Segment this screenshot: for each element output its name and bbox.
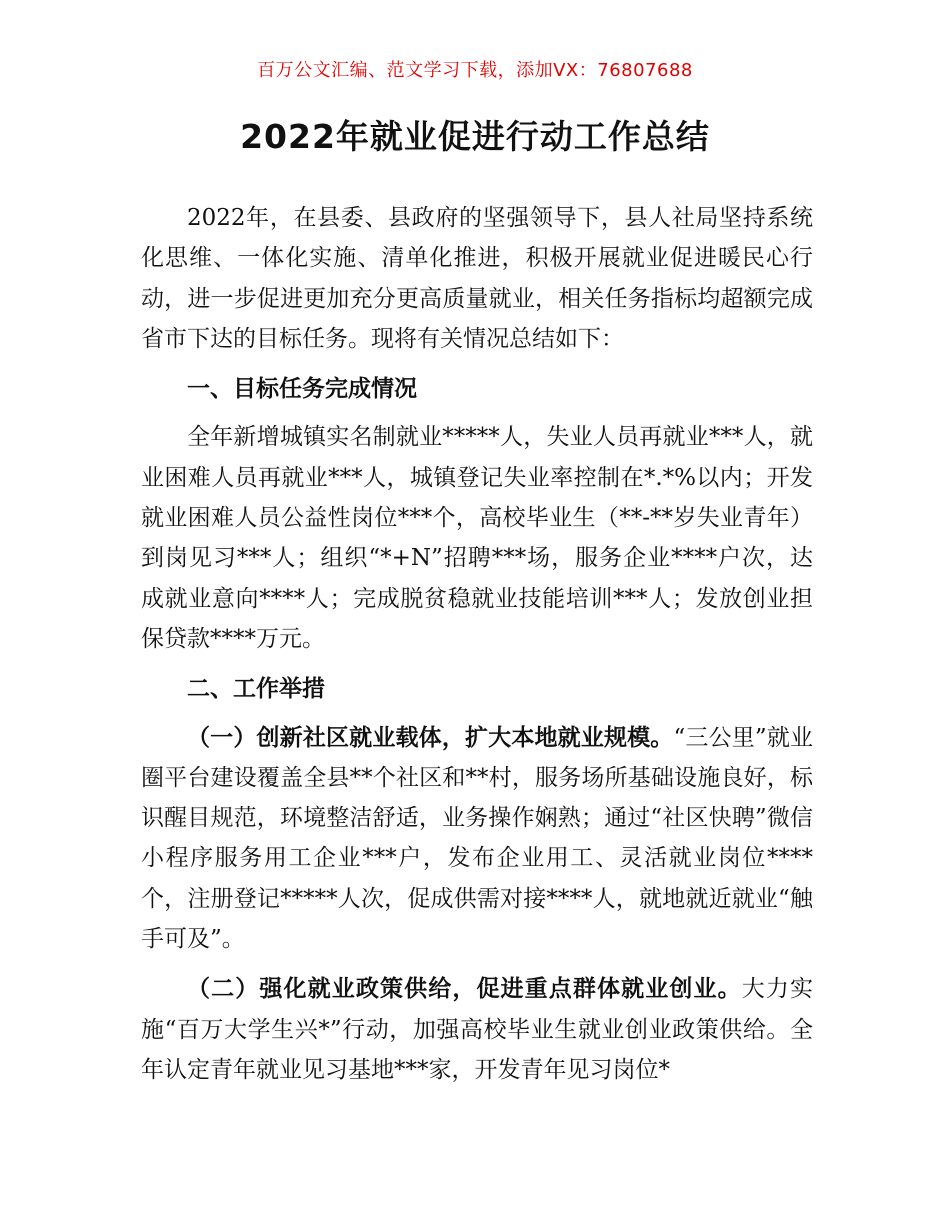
- measure-2-paragraph: [141, 969, 813, 1090]
- measure-2-text: 大力实施“百万大学生兴*”行动，加强高校毕业生就业创业政策供给。全年认定青年就业见习基地***家，开发青年见习岗位*: [141, 976, 814, 1083]
- section-1-paragraph: 全年新增城镇实名制就业*****人，失业人员再就业***人，就业困难人员再就业***人，城镇登记失业率控制在*.*%以内；开发就业困难人员公益性岗位***个，高校毕业生（**-**岁失业青年）到岗见习***人；组织“*+N”招聘***场，服务企业****户次，达成就业意向****人；完成脱贫稳就业技能培训***人；发放创业担保贷款****万元。: [141, 424, 813, 652]
- document-body: [141, 198, 813, 1090]
- measure-1-text: “三公里”就业圈平台建设覆盖全县**个社区和**村，服务场所基础设施良好，标识醒目规范，环境整洁舒适，业务操作娴熟；通过“社区快聘”微信小程序服务用工企业***户，发布企业用工、灵活就业岗位****个，注册登记*****人次，促成供需对接****人，就地就近就业“触手可及”。: [141, 724, 813, 953]
- measure-1-lead: （一）创新社区就业载体，扩大本地就业规模。: [187, 724, 674, 751]
- promo-banner: 百万公文汇编、范文学习下载，添加VX：76807688: [257, 60, 693, 81]
- document-title: 2022年就业促进行动工作总结: [240, 117, 710, 156]
- measure-1-paragraph: [141, 718, 813, 960]
- intro-paragraph: 2022年，在县委、县政府的坚强领导下，县人社局坚持系统化思维、一体化实施、清单化推进，积极开展就业促进暖民心行动，进一步促进更加充分更高质量就业，相关任务指标均超额完成省市下达的目标任务。现将有关情况总结如下：: [141, 205, 813, 352]
- measure-2-lead: （二）强化就业政策供给，促进重点群体就业创业。: [187, 976, 742, 1003]
- section-2-heading: 二、工作举措: [187, 676, 325, 703]
- section-1-heading: 一、目标任务完成情况: [187, 376, 417, 403]
